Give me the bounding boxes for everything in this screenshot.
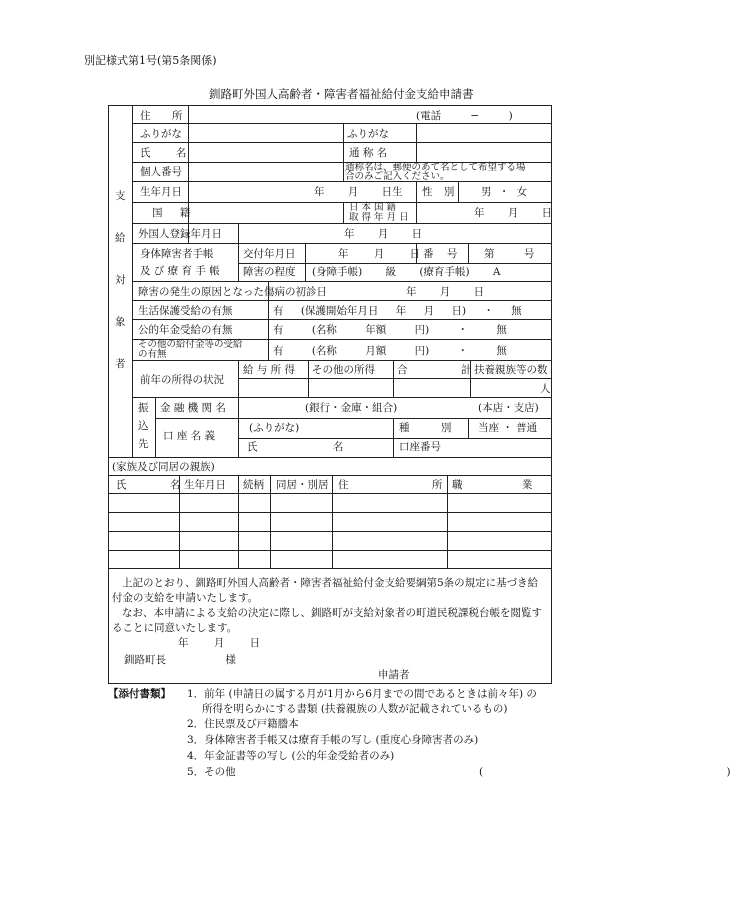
section-char-1: 支: [115, 190, 126, 202]
alias-note-2: 合のみご記入ください。: [345, 171, 450, 182]
disability-label-2: 及 び 療 育 手 帳: [140, 265, 220, 277]
declaration-line-3: なお、本申請による支給の決定に際し、釧路町が支給対象者の町道民税課税台帳を閲覧す: [122, 607, 542, 619]
issue-date-value: 年 月 日: [338, 248, 421, 260]
frame-top: [108, 105, 552, 106]
applicant-signature-label: 申請者: [378, 669, 410, 681]
page-title: 釧路町外国人高齢者・障害者福祉給付金支給申請書: [209, 87, 474, 101]
other-benefit-label-2: の有無: [138, 349, 167, 360]
first-exam-label: 障害の発生の原因となった傷病の初診日: [138, 286, 327, 298]
col-occupation: 職 業: [452, 479, 533, 491]
col-name: 氏 名: [116, 479, 181, 491]
salary-income-label: 給 与 所 得: [243, 364, 296, 376]
attachment-3: 3．身体障害者手帳又は療育手帳の写し (重度心身障害者のみ): [187, 734, 479, 746]
attachments-label: 【添付書類】: [108, 688, 171, 700]
section-char-4: 象: [115, 316, 126, 328]
frame-right: [551, 105, 552, 683]
dependents-unit: 人: [540, 383, 551, 395]
section-char-5: 者: [115, 358, 126, 370]
other-benefit-label-1: その他の給付金等の受給: [138, 339, 243, 350]
transfer-char-3: 先: [138, 438, 149, 450]
jp-nationality-label-2: 取 得 年 月 日: [349, 212, 409, 223]
account-kind-value: 当座 ・ 普通: [478, 422, 538, 434]
jp-nationality-label-1: 日 本 国 籍: [349, 202, 397, 213]
attachment-2: 2．住民票及び戸籍謄本: [187, 718, 299, 730]
transfer-char-2: 込: [138, 420, 149, 432]
degree-value: (身障手帳) 級 (療育手帳) A: [312, 266, 501, 278]
pension-label: 公的年金受給の有無: [138, 324, 233, 336]
address-label: 住 所: [140, 110, 183, 122]
number-value: 第 号: [484, 248, 535, 260]
declaration-line-2: 付金の支給を申請いたします。: [112, 592, 259, 604]
declaration-line-1: 上記のとおり、釧路町外国人高齢者・障害者福祉給付金支給要綱第5条の規定に基づき給: [122, 577, 539, 589]
attachment-1: 1．前年 (申請日の属する月が1月から6月までの間であるときは前々年) の: [187, 688, 537, 700]
other-benefit-value: 有 (名称 月額 円) ・ 無: [273, 345, 507, 357]
furigana-label: ふりがな: [140, 128, 182, 140]
frame-left: [108, 105, 109, 683]
alias-label: 通 称 名: [349, 147, 388, 159]
degree-label: 障害の程度: [243, 266, 296, 278]
birth-label: 生年月日: [140, 186, 182, 198]
jp-nationality-value: 年 月 日: [474, 207, 553, 219]
bank-type: (銀行・金庫・組合): [305, 402, 398, 414]
section-char-3: 対: [115, 274, 126, 286]
alias-note-1: 通称名は、郵便のあて名として希望する場: [345, 162, 526, 173]
col-birth: 生年月日: [184, 479, 226, 491]
foreign-registration-value: 年 月 日: [344, 228, 423, 240]
declaration-line-4: ることに同意いたします。: [112, 622, 238, 634]
welfare-label: 生活保護受給の有無: [138, 305, 233, 317]
other-income-label: その他の所得: [312, 364, 375, 376]
account-name-label: 口 座 名 義: [163, 430, 216, 442]
sex-label: 性 別: [422, 186, 455, 198]
total-label: 合 計: [397, 364, 472, 376]
transfer-char-1: 振: [138, 402, 149, 414]
declaration-date: 年 月 日: [178, 637, 261, 649]
addressee: 釧路町長 様: [124, 654, 236, 666]
dependents-label: 扶養親族等の数: [474, 364, 548, 376]
number-label: 番 号: [423, 248, 458, 260]
issue-date-label: 交付年月日: [243, 248, 296, 260]
form-number: 別記様式第1号(第5条関係): [84, 54, 217, 67]
col-address: 住 所: [338, 479, 443, 491]
first-exam-value: 年 月 日: [406, 286, 485, 298]
nationality-label: 国 籍: [152, 207, 191, 219]
welfare-value: 有 (保護開始年月日 年 月 日) ・ 無: [273, 305, 522, 317]
col-residence: 同居・別居: [276, 479, 329, 491]
disability-label-1: 身体障害者手帳: [140, 248, 214, 260]
attachment-4: 4．年金証書等の写し (公的年金受給者のみ): [187, 750, 395, 762]
income-label: 前年の所得の状況: [140, 374, 224, 386]
account-holder-label: 氏 名: [247, 441, 344, 453]
foreign-registration-label: 外国人登録年月日: [138, 228, 222, 240]
birth-value: 年 月 日生: [314, 186, 403, 198]
pension-value: 有 (名称 年額 円) ・ 無: [273, 324, 507, 336]
personal-number-label: 個人番号: [140, 166, 182, 178]
furigana-label-2: ふりがな: [347, 128, 389, 140]
account-kind-label: 種 別: [399, 422, 452, 434]
family-section-title: (家族及び同居の親族): [112, 461, 215, 473]
name-label: 氏 名: [140, 147, 187, 159]
attachment-1-cont: 所得を明らかにする書類 (扶養親族の人数が記載されているもの): [202, 703, 508, 715]
frame-bottom: [108, 683, 552, 684]
attachment-5: 5．その他 ( ): [187, 766, 731, 778]
branch-type: (本店・支店): [478, 402, 539, 414]
phone-label: (電話 − ): [416, 110, 513, 122]
section-char-2: 給: [115, 232, 126, 244]
sex-value: 男 ・ 女: [481, 186, 528, 198]
bank-label: 金 融 機 関 名: [160, 402, 226, 414]
account-furigana: (ふりがな): [249, 422, 300, 434]
account-number-label: 口座番号: [399, 441, 441, 453]
col-relation: 続柄: [243, 479, 264, 491]
